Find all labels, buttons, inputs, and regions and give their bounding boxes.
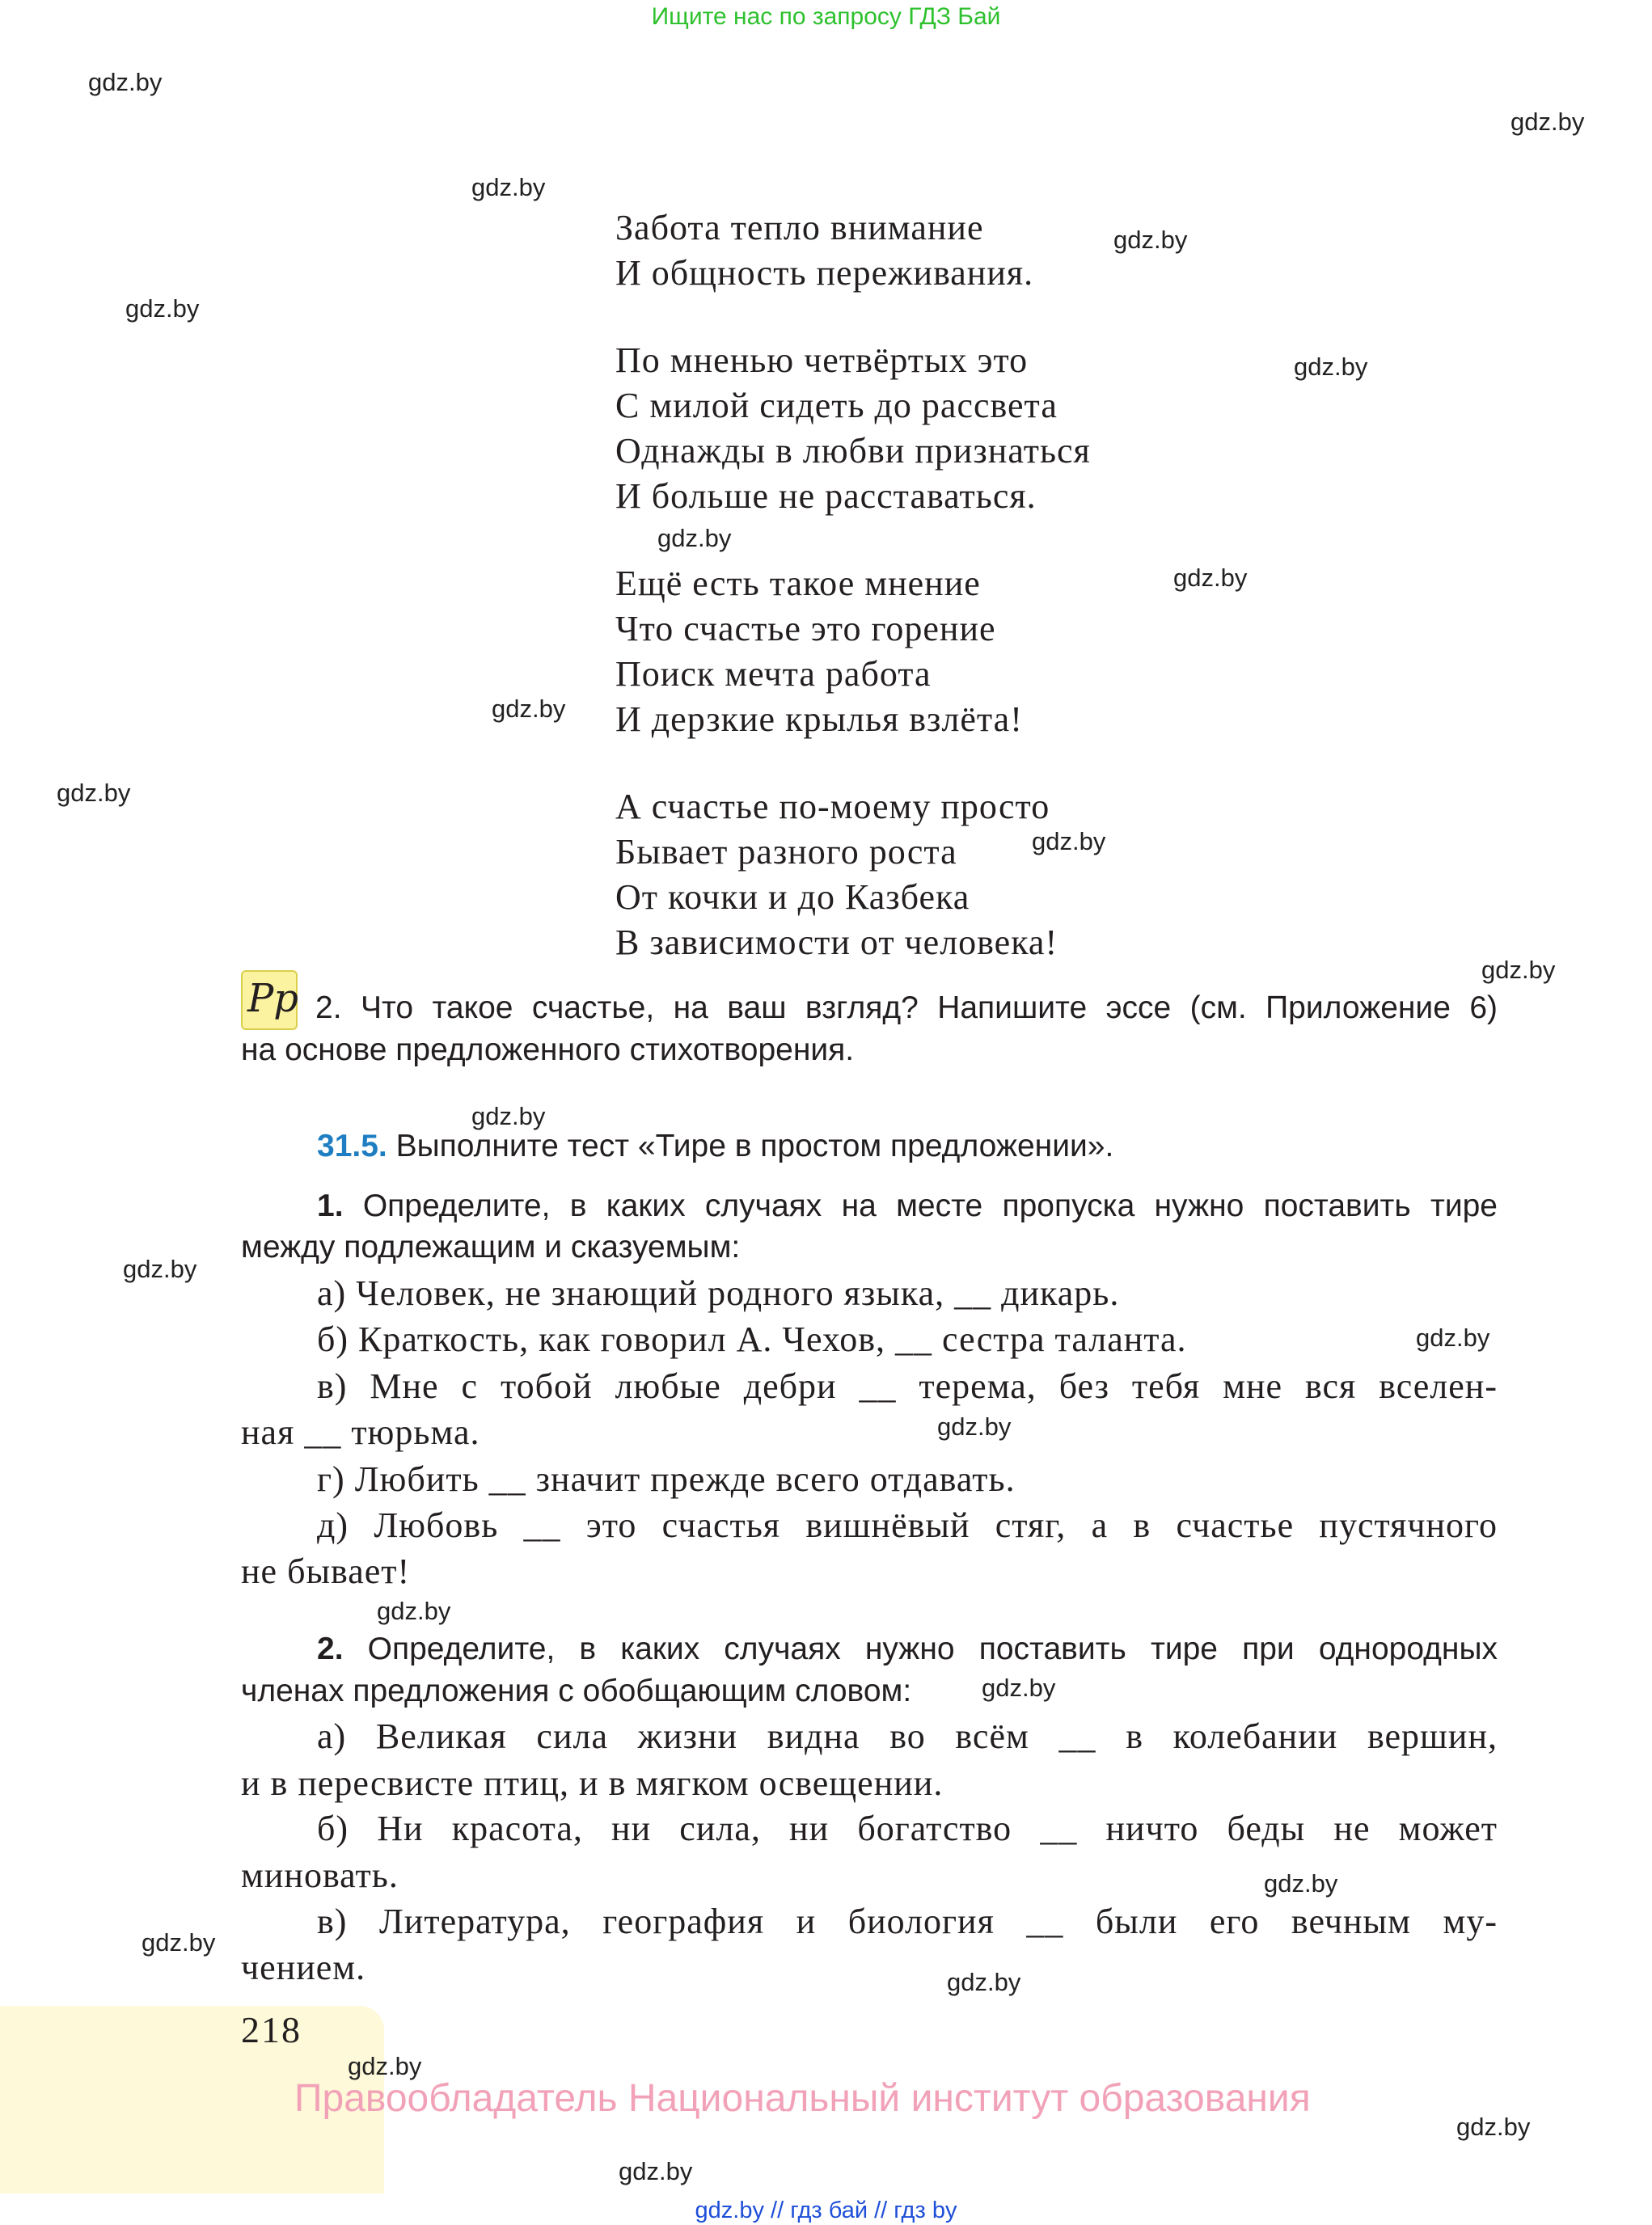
watermark: gdz.by	[619, 2157, 693, 2185]
watermark: gdz.by	[471, 1102, 546, 1130]
poem-stanza-1	[615, 205, 1033, 296]
essay-task-line-2: на основе предложенного стихотворения.	[241, 1032, 855, 1067]
poem-line: Бывает разного роста	[615, 832, 957, 872]
q2-number: 2.	[317, 1632, 344, 1666]
poem-line: Однажды в любви признаться	[615, 431, 1091, 471]
q2-option-a-line-1: а) Великая сила жизни видна во всём __ в колебании вершин,	[317, 1716, 1498, 1756]
q2-option-v-line-1: в) Литература, география и биология __ были его вечным му-	[317, 1902, 1498, 1941]
essay-task-icon-label: Pp	[247, 976, 299, 1021]
exercise-title: Выполните тест «Тире в простом предложении».	[395, 1129, 1114, 1163]
poem-stanza-2	[615, 338, 1091, 519]
poem-line: Поиск мечта работа	[615, 654, 932, 694]
q1-option-v-line-1: в) Мне с тобой любые дебри __ терема, без тебя мне вся вселен-	[317, 1366, 1498, 1406]
poem-line: И больше не расставаться.	[615, 476, 1037, 516]
poem-line: От кочки и до Казбека	[615, 877, 970, 917]
top-banner[interactable]: Ищите нас по запросу ГДЗ Бай	[651, 3, 1001, 30]
q1-line-1: 1. Определите, в каких случаях на месте пропуска нужно поставить тире	[317, 1188, 1498, 1223]
watermark: gdz.by	[1510, 108, 1585, 136]
watermark: gdz.by	[1113, 226, 1188, 254]
poem-line: В зависимости от человека!	[615, 923, 1058, 962]
watermark: gdz.by	[1294, 353, 1368, 381]
poem-line: И общность переживания.	[615, 253, 1034, 293]
q1-option-b: б) Краткость, как говорил А. Чехов, __ сестра таланта.	[317, 1319, 1187, 1359]
watermark: gdz.by	[1416, 1324, 1490, 1352]
q2-option-b-line-1: б) Ни красота, ни сила, ни богатство __ ничто беды не может	[317, 1809, 1498, 1848]
watermark: gdz.by	[57, 779, 131, 807]
watermark: gdz.by	[1481, 956, 1556, 984]
watermark: gdz.by	[123, 1255, 197, 1283]
watermark: gdz.by	[348, 2052, 422, 2080]
watermark: gdz.by	[982, 1674, 1056, 1702]
watermark: gdz.by	[1173, 564, 1248, 592]
watermark: gdz.by	[88, 68, 163, 96]
essay-task-line-1: 2. Что такое счастье, на ваш взгляд? Напишите эссе (см. Приложение 6)	[315, 990, 1498, 1025]
watermark: gdz.by	[377, 1597, 451, 1625]
q2-line-1: 2. Определите, в каких случаях нужно поставить тире при однородных	[317, 1632, 1498, 1666]
watermark: gdz.by	[937, 1412, 1012, 1441]
q2-option-b-line-2: миновать.	[241, 1856, 399, 1895]
bottom-links[interactable]: gdz.by // гдз бай // гдз by	[695, 2198, 957, 2223]
watermark: gdz.by	[492, 695, 566, 723]
q1-option-a: а) Человек, не знающий родного языка, __ дикарь.	[317, 1273, 1120, 1313]
exercise-header	[317, 1129, 1113, 1164]
q2-option-v-line-2: чением.	[241, 1948, 366, 1987]
watermark: gdz.by	[657, 524, 732, 552]
essay-task-icon	[241, 970, 298, 1030]
q1-option-d-line-1: д) Любовь __ это счастья вишнёвый стяг, а в счастье пустячного	[317, 1505, 1498, 1545]
watermark: gdz.by	[125, 294, 200, 323]
q1-number: 1.	[317, 1188, 344, 1223]
q1-option-g: г) Любить __ значит прежде всего отдавать.	[317, 1459, 1016, 1499]
poem-line: А счастье по-моему просто	[615, 787, 1050, 826]
q1-option-d-line-2: не бывает!	[241, 1552, 411, 1591]
poem-line: Ещё есть такое мнение	[615, 564, 981, 603]
watermark: gdz.by	[1032, 827, 1106, 855]
rights-holder: Правообладатель Национальный институт образования	[294, 2077, 1311, 2120]
poem-line: Забота тепло внимание	[615, 208, 984, 247]
watermark: gdz.by	[471, 173, 546, 201]
q2-option-a-line-2: и в пересвисте птиц, и в мягком освещении.	[241, 1763, 944, 1803]
poem-line: По мненью четвёртых это	[615, 340, 1029, 380]
page-number: 218	[241, 2009, 302, 2050]
watermark: gdz.by	[142, 1928, 216, 1957]
poem-stanza-4	[615, 784, 1058, 965]
poem-line: С милой сидеть до рассвета	[615, 386, 1058, 425]
watermark: gdz.by	[947, 1968, 1021, 1996]
poem-line: И дерзкие крылья взлёта!	[615, 699, 1023, 739]
poem-line: Что счастье это горение	[615, 609, 996, 648]
q2-line-2: членах предложения с обобщающим словом:	[241, 1674, 912, 1708]
q1-line-2: между подлежащим и сказуемым:	[241, 1230, 741, 1264]
watermark: gdz.by	[1264, 1869, 1338, 1898]
poem-stanza-3	[615, 561, 1023, 742]
exercise-number: 31.5.	[317, 1129, 387, 1163]
q1-option-v-line-2: ная __ тюрьма.	[241, 1412, 480, 1452]
watermark: gdz.by	[1456, 2113, 1531, 2141]
